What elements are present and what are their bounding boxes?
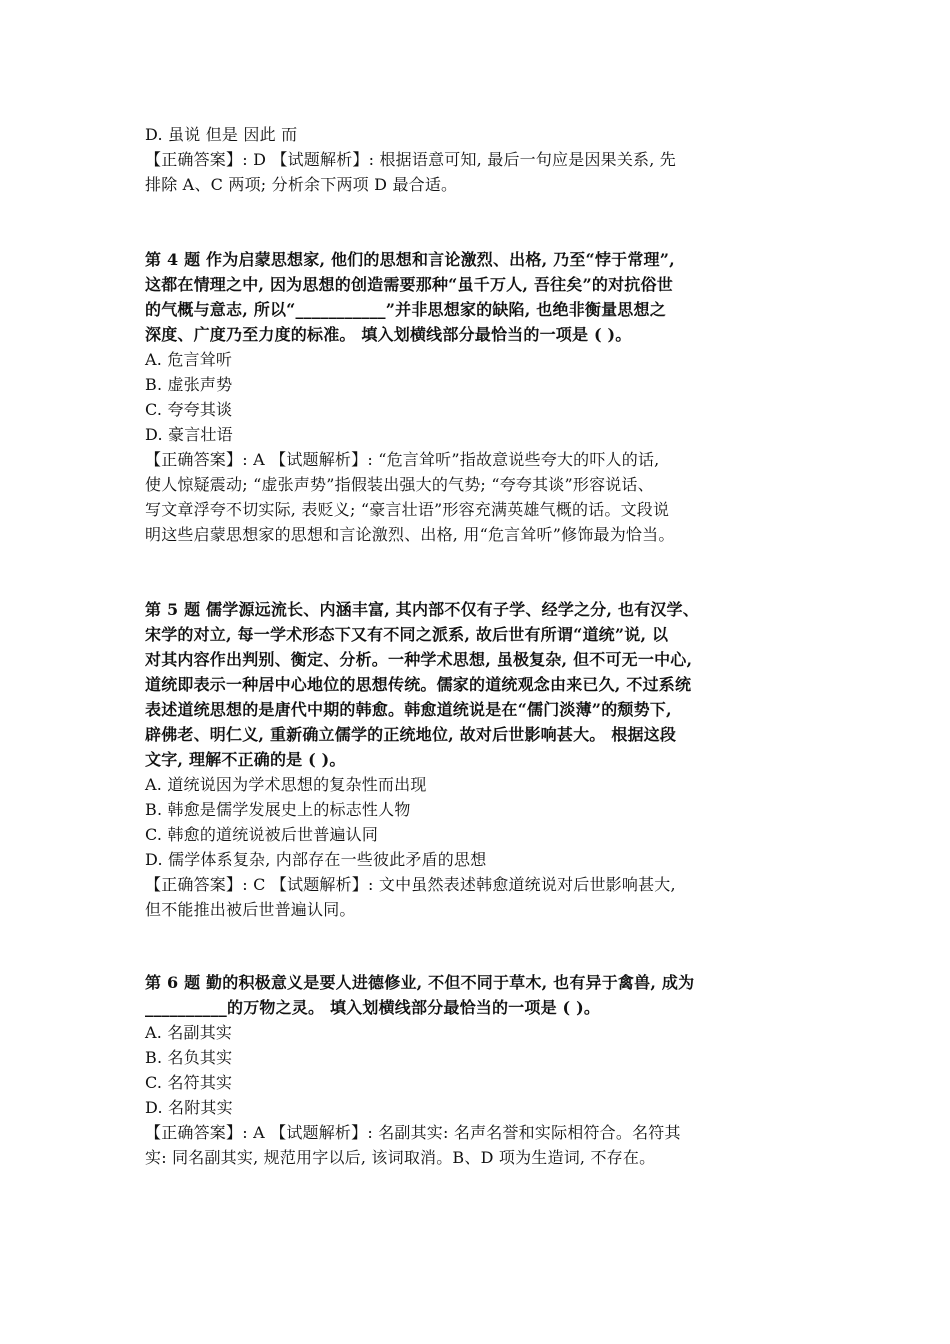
option-d: D. 虽说 但是 因此 而 <box>145 125 298 144</box>
option-c: C. 韩愈的道统说被后世普遍认同 <box>145 825 379 844</box>
answer-line: 写文章浮夸不切实际, 表贬义; “豪言壮语”形容充满英雄气概的话。文段说 <box>145 500 670 519</box>
question-line: 对其内容作出判别、衡定、分析。一种学术思想, 虽极复杂, 但不可无一中心, <box>145 650 693 669</box>
option-d: D. 儒学体系复杂, 内部存在一些彼此矛盾的思想 <box>145 850 487 869</box>
question-6 <box>145 970 815 1170</box>
question-line: 这都在情理之中, 因为思想的创造需要那种“虽千万人, 吾往矣”的对抗俗世 <box>145 275 673 294</box>
question-line: 表述道统思想的是唐代中期的韩愈。韩愈道统说是在“儒门淡薄”的颓势下, <box>145 700 672 719</box>
question-line: 第 5 题 儒学源远流长、内涵丰富, 其内部不仅有子学、经学之分, 也有汉学、 <box>145 600 699 619</box>
question-4 <box>145 247 815 547</box>
question-line: 深度、广度乃至力度的标准。 填入划横线部分最恰当的一项是 ( )。 <box>145 325 632 344</box>
question-line: __________的万物之灵。 填入划横线部分最恰当的一项是 ( )。 <box>145 998 601 1017</box>
option-b: B. 韩愈是儒学发展史上的标志性人物 <box>145 800 411 819</box>
option-c: C. 夸夸其谈 <box>145 400 233 419</box>
option-b: B. 名负其实 <box>145 1048 233 1067</box>
option-a: A. 危言耸听 <box>145 350 233 369</box>
answer-line: 排除 A、C 两项; 分析余下两项 D 最合适。 <box>145 175 458 194</box>
question-line: 第 6 题 勤的积极意义是要人进德修业, 不但不同于草木, 也有异于禽兽, 成为 <box>145 973 695 992</box>
option-d: D. 名附其实 <box>145 1098 233 1117</box>
answer-line: 但不能推出被后世普遍认同。 <box>145 900 356 919</box>
question-line: 道统即表示一种居中心地位的思想传统。儒家的道统观念由来已久, 不过系统 <box>145 675 692 694</box>
question-line: 的气概与意志, 所以“___________”并非思想家的缺陷, 也绝非衡量思想之 <box>145 300 666 319</box>
option-a: A. 名副其实 <box>145 1023 233 1042</box>
question-line: 辟佛老、明仁义, 重新确立儒学的正统地位, 故对后世影响甚大。 根据这段 <box>145 725 677 744</box>
answer-line: 【正确答案】: A 【试题解析】: 名副其实: 名声名誉和实际相符合。名符其 <box>145 1123 681 1142</box>
question-line: 文字, 理解不正确的是 ( )。 <box>145 750 346 769</box>
answer-line: 【正确答案】: C 【试题解析】: 文中虽然表述韩愈道统说对后世影响甚大, <box>145 875 676 894</box>
question-line: 宋学的对立, 每一学术形态下又有不同之派系, 故后世有所谓“道统”说, 以 <box>145 625 669 644</box>
question-5 <box>145 597 815 922</box>
option-c: C. 名符其实 <box>145 1073 233 1092</box>
answer-line: 【正确答案】: A 【试题解析】: “危言耸听”指故意说些夸大的吓人的话, <box>145 450 660 469</box>
answer-line: 【正确答案】: D 【试题解析】: 根据语意可知, 最后一句应是因果关系, 先 <box>145 150 677 169</box>
option-d: D. 豪言壮语 <box>145 425 233 444</box>
option-a: A. 道统说因为学术思想的复杂性而出现 <box>145 775 427 794</box>
answer-line: 实: 同名副其实, 规范用字以后, 该词取消。B、D 项为生造词, 不存在。 <box>145 1148 656 1167</box>
answer-line: 明这些启蒙思想家的思想和言论激烈、出格, 用“危言耸听”修饰最为恰当。 <box>145 525 675 544</box>
answer-line: 使人惊疑震动; “虚张声势”指假装出强大的气势; “夸夸其谈”形容说话、 <box>145 475 654 494</box>
option-b: B. 虚张声势 <box>145 375 233 394</box>
question-line: 第 4 题 作为启蒙思想家, 他们的思想和言论激烈、出格, 乃至“悖于常理”, <box>145 250 675 269</box>
question-3-tail <box>145 122 815 197</box>
